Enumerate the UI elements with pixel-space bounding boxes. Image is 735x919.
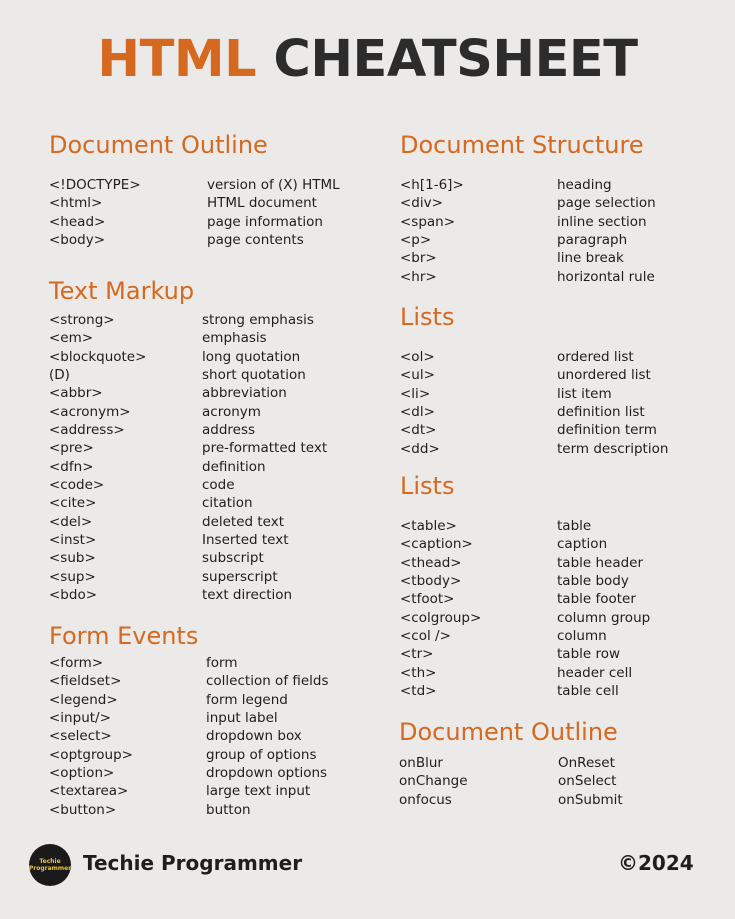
entry-description: Inserted text bbox=[202, 532, 289, 549]
entry-tag: <form> bbox=[49, 655, 104, 671]
entry-tag: <ol> bbox=[400, 349, 435, 365]
entry-description: heading bbox=[557, 177, 612, 193]
entry-description: citation bbox=[202, 495, 253, 512]
section-events bbox=[399, 717, 623, 808]
entry-description: form bbox=[206, 655, 238, 671]
entry-tag: <select> bbox=[49, 728, 112, 745]
entry-description: definition term bbox=[557, 422, 657, 439]
entry-tag: <head> bbox=[49, 213, 106, 230]
entry-tag: <optgroup> bbox=[49, 746, 133, 763]
section-form-events bbox=[49, 621, 329, 818]
entry-tag: <acronym> bbox=[49, 403, 131, 420]
entry-tag: <inst> bbox=[49, 532, 97, 549]
section-document-structure bbox=[400, 130, 656, 285]
entry-tag: <cite> bbox=[49, 495, 97, 512]
entry-description: abbreviation bbox=[202, 385, 287, 402]
entry-tag: <blockquote> bbox=[49, 348, 147, 365]
entry-description: table footer bbox=[557, 591, 636, 608]
entry-tag: <thead> bbox=[400, 554, 462, 571]
entry-tag: onChange bbox=[399, 773, 468, 790]
entry-tag: <textarea> bbox=[49, 783, 129, 800]
entry-tag: <span> bbox=[400, 213, 456, 230]
entry-description: page information bbox=[207, 213, 323, 230]
entry-description: group of options bbox=[206, 746, 317, 763]
brand-logo bbox=[29, 844, 71, 886]
entry-tag: <input/> bbox=[49, 710, 111, 727]
entry-tag: <hr> bbox=[400, 268, 437, 285]
entry-tag: <table> bbox=[400, 518, 457, 534]
section-heading: Text Markup bbox=[49, 277, 195, 305]
entry-description: ordered list bbox=[557, 349, 634, 365]
entry-description: button bbox=[206, 801, 251, 818]
entry-description: term description bbox=[557, 440, 669, 457]
entry-tag: onBlur bbox=[399, 755, 443, 771]
entry-description: form legend bbox=[206, 691, 288, 708]
entry-tag: <dfn> bbox=[49, 458, 94, 475]
entry-tag: <strong> bbox=[49, 312, 115, 328]
entry-description: table cell bbox=[557, 683, 619, 700]
entry-description: header cell bbox=[557, 664, 633, 681]
entry-tag: <fieldset> bbox=[49, 673, 122, 690]
entry-description: column bbox=[557, 628, 607, 645]
entry-description: emphasis bbox=[202, 330, 267, 347]
entry-tag: <tfoot> bbox=[400, 591, 455, 608]
entry-description: onSelect bbox=[558, 773, 617, 790]
entry-description: subscript bbox=[202, 550, 264, 567]
title-accent: HTML bbox=[97, 30, 257, 89]
entry-tag: <ul> bbox=[400, 367, 435, 384]
entry-tag: <h[1-6]> bbox=[400, 177, 464, 193]
entry-description: table header bbox=[557, 554, 644, 571]
section-tables bbox=[400, 471, 651, 700]
entry-tag: <colgroup> bbox=[400, 609, 482, 626]
entry-description: address bbox=[202, 422, 256, 439]
section-document-outline bbox=[49, 130, 340, 249]
section-lists bbox=[400, 302, 669, 457]
entry-description: large text input bbox=[206, 783, 311, 800]
section-text-markup bbox=[49, 276, 328, 604]
entry-description: pre-formatted text bbox=[202, 440, 328, 457]
entry-description: page contents bbox=[207, 232, 304, 249]
entry-tag: <em> bbox=[49, 330, 94, 347]
entry-description: version of (X) HTML bbox=[207, 177, 340, 193]
entry-tag: <li> bbox=[400, 385, 431, 402]
entry-description: list item bbox=[557, 385, 612, 402]
entry-tag: <caption> bbox=[400, 536, 473, 553]
entry-description: code bbox=[202, 477, 235, 494]
section-heading: Document Structure bbox=[400, 131, 644, 159]
entry-description: table body bbox=[557, 573, 629, 590]
entry-description: definition list bbox=[557, 404, 645, 421]
entry-description: input label bbox=[206, 710, 278, 727]
entry-tag: <br> bbox=[400, 250, 437, 267]
entry-description: superscript bbox=[202, 568, 278, 585]
entry-description: table bbox=[557, 518, 592, 534]
logo-text-line2: Programmer bbox=[28, 865, 72, 872]
entry-tag: <div> bbox=[400, 195, 443, 212]
entry-description: short quotation bbox=[202, 367, 306, 384]
entry-tag: <legend> bbox=[49, 691, 118, 708]
section-heading: Document Outline bbox=[49, 131, 268, 159]
entry-description: dropdown options bbox=[206, 765, 328, 782]
entry-description: acronym bbox=[202, 403, 261, 420]
entry-tag: <dl> bbox=[400, 404, 435, 421]
entry-tag: <code> bbox=[49, 477, 105, 494]
entry-description: caption bbox=[557, 536, 608, 553]
entry-description: deleted text bbox=[202, 513, 285, 530]
entry-tag: <address> bbox=[49, 422, 125, 439]
entry-tag: <bdo> bbox=[49, 587, 98, 604]
section-heading: Document Outline bbox=[399, 718, 618, 746]
logo-text-line1: Techie bbox=[39, 858, 61, 865]
brand-name: Techie Programmer bbox=[83, 851, 303, 875]
copyright-year: ©2024 bbox=[618, 851, 694, 875]
entry-tag: <sup> bbox=[49, 568, 96, 585]
entry-description: long quotation bbox=[202, 348, 301, 365]
page-title bbox=[0, 30, 735, 89]
entry-description: horizontal rule bbox=[557, 268, 655, 285]
entry-tag: <p> bbox=[400, 232, 432, 249]
entry-description: column group bbox=[557, 609, 651, 626]
entry-tag: <body> bbox=[49, 232, 106, 249]
entry-tag: <col /> bbox=[400, 628, 451, 645]
entry-tag: <dt> bbox=[400, 422, 437, 439]
entry-description: unordered list bbox=[557, 367, 651, 384]
entry-tag: <abbr> bbox=[49, 385, 103, 402]
entry-description: definition bbox=[202, 458, 266, 475]
entry-tag: <dd> bbox=[400, 440, 440, 457]
entry-tag: <sub> bbox=[49, 550, 96, 567]
section-heading: Form Events bbox=[49, 622, 199, 650]
entry-tag: <html> bbox=[49, 195, 103, 212]
entry-description: text direction bbox=[202, 587, 293, 604]
entry-tag: <!DOCTYPE> bbox=[49, 177, 141, 193]
entry-tag: <button> bbox=[49, 801, 117, 818]
entry-tag: <del> bbox=[49, 513, 93, 530]
entry-description: strong emphasis bbox=[202, 312, 314, 328]
entry-description: inline section bbox=[557, 213, 647, 230]
section-heading: Lists bbox=[400, 303, 455, 331]
entry-description: HTML document bbox=[207, 195, 317, 212]
entry-tag: <tbody> bbox=[400, 573, 462, 590]
entry-tag: <th> bbox=[400, 664, 437, 681]
entry-tag: <tr> bbox=[400, 646, 434, 663]
entry-description: table row bbox=[557, 646, 621, 663]
entry-description: OnReset bbox=[558, 755, 615, 771]
title-rest: CHEATSHEET bbox=[273, 30, 638, 89]
entry-tag: <pre> bbox=[49, 440, 94, 457]
entry-description: page selection bbox=[557, 195, 656, 212]
entry-description: line break bbox=[557, 250, 624, 267]
entry-description: collection of fields bbox=[206, 673, 329, 690]
entry-description: dropdown box bbox=[206, 728, 302, 745]
entry-tag: (D) bbox=[49, 367, 70, 384]
entry-tag: <option> bbox=[49, 765, 115, 782]
entry-description: onSubmit bbox=[558, 791, 623, 808]
entry-tag: onfocus bbox=[399, 791, 452, 808]
entry-description: paragraph bbox=[557, 232, 628, 249]
section-heading: Lists bbox=[400, 472, 455, 500]
entry-tag: <td> bbox=[400, 683, 437, 700]
